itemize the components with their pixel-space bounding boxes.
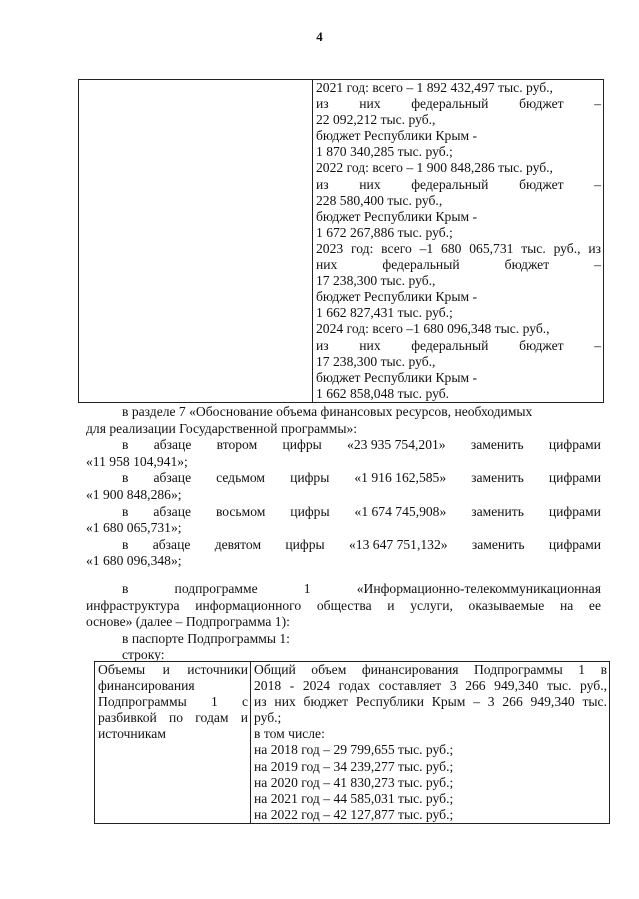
page-number: 4 bbox=[316, 29, 323, 44]
table1-right-cell bbox=[313, 80, 604, 403]
table1-line: 1 662 827,431 тыс. руб.; bbox=[316, 305, 453, 321]
amend-word: «1 916 162,585» bbox=[354, 470, 447, 486]
amend-word: восьмом bbox=[215, 503, 266, 519]
amend-word: абзаце bbox=[153, 503, 192, 519]
table2-right-line: на 2019 год – 34 239,277 тыс. руб.; bbox=[254, 758, 454, 774]
row-line: строку: bbox=[122, 647, 165, 663]
amend-item-line bbox=[86, 470, 601, 487]
amend-item-line bbox=[86, 537, 601, 554]
table2-right-line: на 2020 год – 41 830,273 тыс. руб.; bbox=[254, 774, 454, 790]
funding-table-subprogram bbox=[94, 661, 610, 824]
table2-left-line: разбивкой по годам и bbox=[98, 710, 248, 726]
amend-word: «13 647 751,132» bbox=[348, 536, 448, 552]
table1-line: из них федеральный бюджет – bbox=[316, 176, 601, 192]
table2-right-line: на 2022 год – 42 127,877 тыс. руб.; bbox=[254, 806, 454, 822]
table1-line: 2022 год: всего – 1 900 848,286 тыс. руб., bbox=[316, 160, 553, 176]
amend-word: цифрами bbox=[548, 437, 601, 453]
amend-word: заменить bbox=[470, 437, 524, 453]
table2-left-lines bbox=[98, 662, 248, 742]
amend-word: цифрами bbox=[548, 536, 601, 552]
table1-line: 17 238,300 тыс. руб., bbox=[316, 273, 436, 289]
table2-right-lines bbox=[254, 662, 607, 823]
subprogram-word: подпрограмме bbox=[174, 581, 258, 596]
subprogram-line2: инфраструктура информационного общества и услуги, оказываемые на ее bbox=[86, 597, 601, 613]
amend-word: «1 674 745,908» bbox=[354, 503, 447, 519]
table2-right-line: Общий объем финансирования Подпрограммы 1 в bbox=[254, 662, 607, 677]
amend-word: девятом bbox=[214, 536, 262, 552]
table2-left-line: Подпрограммы 1 с bbox=[98, 694, 248, 710]
table1-line: 2021 год: всего – 1 892 432,497 тыс. руб., bbox=[316, 80, 553, 95]
amend-word: заменить bbox=[471, 470, 524, 486]
table1-line: из них федеральный бюджет – bbox=[316, 337, 601, 353]
amend-item-value: «1 900 848,286»; bbox=[86, 486, 182, 502]
amend-word: абзаце bbox=[152, 536, 191, 552]
amend-word: в bbox=[122, 470, 129, 486]
amend-word: абзаце bbox=[153, 470, 192, 486]
section7-intro: в разделе 7 «Обоснование объема финансовых ресурсов, необходимых bbox=[122, 404, 533, 419]
amend-word: седьмом bbox=[216, 470, 266, 486]
table2-left-line: Объемы и источники bbox=[98, 662, 248, 677]
table1-line: 1 672 267,886 тыс. руб.; bbox=[316, 224, 453, 240]
table2-right-line: 2018 - 2024 годах составляет 3 266 949,340 тыс. руб., bbox=[254, 678, 607, 694]
table1-line: них федеральный бюджет – bbox=[316, 257, 601, 273]
amend-word: абзаце bbox=[153, 437, 192, 453]
funding-table-continuation bbox=[78, 79, 604, 403]
table1-line: 17 238,300 тыс. руб., bbox=[316, 353, 436, 369]
table1-line: 1 870 340,285 тыс. руб.; bbox=[316, 144, 453, 160]
table1-line: бюджет Республики Крым - bbox=[316, 369, 478, 385]
section7-intro-cont: для реализации Государственной программы»: bbox=[86, 420, 358, 436]
table1-line: 2023 год: всего –1 680 065,731 тыс. руб., из bbox=[316, 240, 601, 256]
table2-right-line: в том числе: bbox=[254, 726, 325, 742]
amend-item-line bbox=[86, 437, 601, 454]
amend-word: заменить bbox=[471, 503, 524, 519]
amend-word: в bbox=[122, 437, 129, 453]
amend-word: в bbox=[122, 503, 129, 519]
section7-items bbox=[86, 437, 601, 570]
subprogram-word: в bbox=[122, 581, 129, 596]
amend-item-value: «11 958 104,941»; bbox=[86, 453, 188, 469]
table2-right-line: на 2018 год – 29 799,655 тыс. руб.; bbox=[254, 742, 454, 758]
table2-left-cell bbox=[95, 662, 251, 824]
table1-lines bbox=[316, 80, 601, 402]
subprogram-line3: основе» (далее – Подпрограмма 1): bbox=[86, 614, 290, 630]
amend-item-line bbox=[86, 504, 601, 521]
amend-word: цифры bbox=[290, 503, 330, 519]
table1-left-cell bbox=[79, 80, 313, 403]
amend-word: цифрами bbox=[548, 470, 601, 486]
table1-line: бюджет Республики Крым - bbox=[316, 208, 478, 224]
table2-left-line: источникам bbox=[98, 726, 166, 742]
table2-right-cell bbox=[251, 662, 610, 824]
amend-item-value: «1 680 065,731»; bbox=[86, 520, 182, 536]
amend-word: цифрами bbox=[548, 503, 601, 519]
table1-line: 228 580,400 тыс. руб., bbox=[316, 192, 443, 208]
subprogram-word: «Информационно-телекоммуникационная bbox=[356, 581, 601, 596]
subprogram-line1 bbox=[86, 581, 601, 598]
amend-word: цифры bbox=[285, 536, 325, 552]
table1-line: бюджет Республики Крым - bbox=[316, 128, 478, 144]
section7-block bbox=[86, 404, 601, 570]
amend-word: цифры bbox=[290, 470, 330, 486]
amend-word: «23 935 754,201» bbox=[347, 437, 446, 453]
table2-right-line: из них бюджет Республики Крым – 3 266 949,340 тыс. bbox=[254, 694, 607, 710]
table1-line: 2024 год: всего –1 680 096,348 тыс. руб., bbox=[316, 321, 550, 337]
amend-word: втором bbox=[216, 437, 258, 453]
passport-line: в паспорте Подпрограммы 1: bbox=[122, 630, 290, 646]
table1-line: бюджет Республики Крым - bbox=[316, 289, 478, 305]
table2-right-line: на 2021 год – 44 585,031 тыс. руб.; bbox=[254, 790, 454, 806]
amend-item-value: «1 680 096,348»; bbox=[86, 553, 182, 569]
table1-line: из них федеральный бюджет – bbox=[316, 96, 601, 112]
amend-word: заменить bbox=[471, 536, 525, 552]
amend-word: в bbox=[122, 536, 129, 552]
table2-left-line: финансирования bbox=[98, 678, 195, 694]
table1-line: 1 662 858,048 тыс. руб. bbox=[316, 385, 450, 401]
amend-word: цифры bbox=[282, 437, 322, 453]
subprogram-word: 1 bbox=[303, 581, 311, 596]
table2-right-line: руб.; bbox=[254, 710, 282, 726]
table1-line: 22 092,212 тыс. руб., bbox=[316, 112, 436, 128]
subprogram-block bbox=[86, 581, 601, 664]
